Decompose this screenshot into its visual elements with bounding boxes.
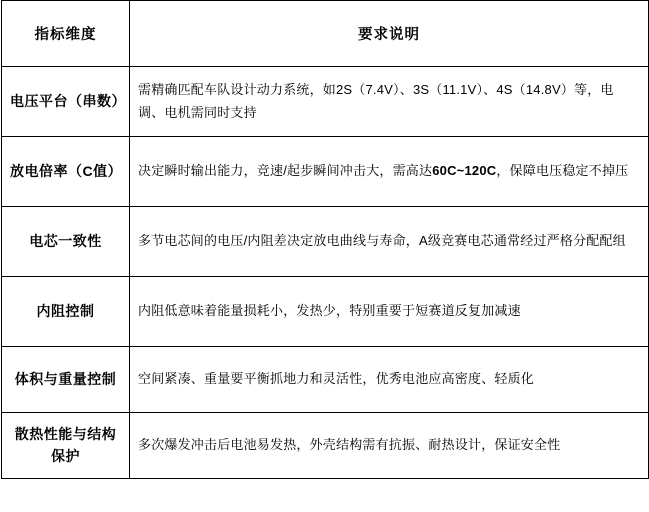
battery-spec-table: [1, 0, 649, 479]
column-header-description: 要求说明: [130, 1, 649, 67]
cell-dimension: 体积与重量控制: [2, 347, 130, 413]
cell-description: 决定瞬时输出能力，竞速/起步瞬间冲击大，需高达60C~120C，保障电压稳定不掉压: [130, 137, 649, 207]
table-row: [2, 137, 649, 207]
cell-dimension: 内阻控制: [2, 277, 130, 347]
table-body: [2, 67, 649, 479]
table-row: [2, 207, 649, 277]
cell-description: 多次爆发冲击后电池易发热，外壳结构需有抗振、耐热设计，保证安全性: [130, 413, 649, 479]
table-header-row: [2, 1, 649, 67]
table-row: [2, 67, 649, 137]
table-row: [2, 347, 649, 413]
cell-dimension: 放电倍率（C值）: [2, 137, 130, 207]
cell-description: 多节电芯间的电压/内阻差决定放电曲线与寿命，A级竞赛电芯通常经过严格分配配组: [130, 207, 649, 277]
cell-description: 空间紧凑、重量要平衡抓地力和灵活性，优秀电池应高密度、轻质化: [130, 347, 649, 413]
column-header-dimension: 指标维度: [2, 1, 130, 67]
cell-dimension: 电压平台（串数）: [2, 67, 130, 137]
cell-dimension: 散热性能与结构保护: [2, 413, 130, 479]
table-row: [2, 277, 649, 347]
table-header: [2, 1, 649, 67]
cell-dimension: 电芯一致性: [2, 207, 130, 277]
cell-description: 需精确匹配车队设计动力系统，如2S（7.4V）、3S（11.1V）、4S（14.8V）等，电调、电机需同时支持: [130, 67, 649, 137]
table-row: [2, 413, 649, 479]
cell-description: 内阻低意味着能量损耗小，发热少，特别重要于短赛道反复加减速: [130, 277, 649, 347]
